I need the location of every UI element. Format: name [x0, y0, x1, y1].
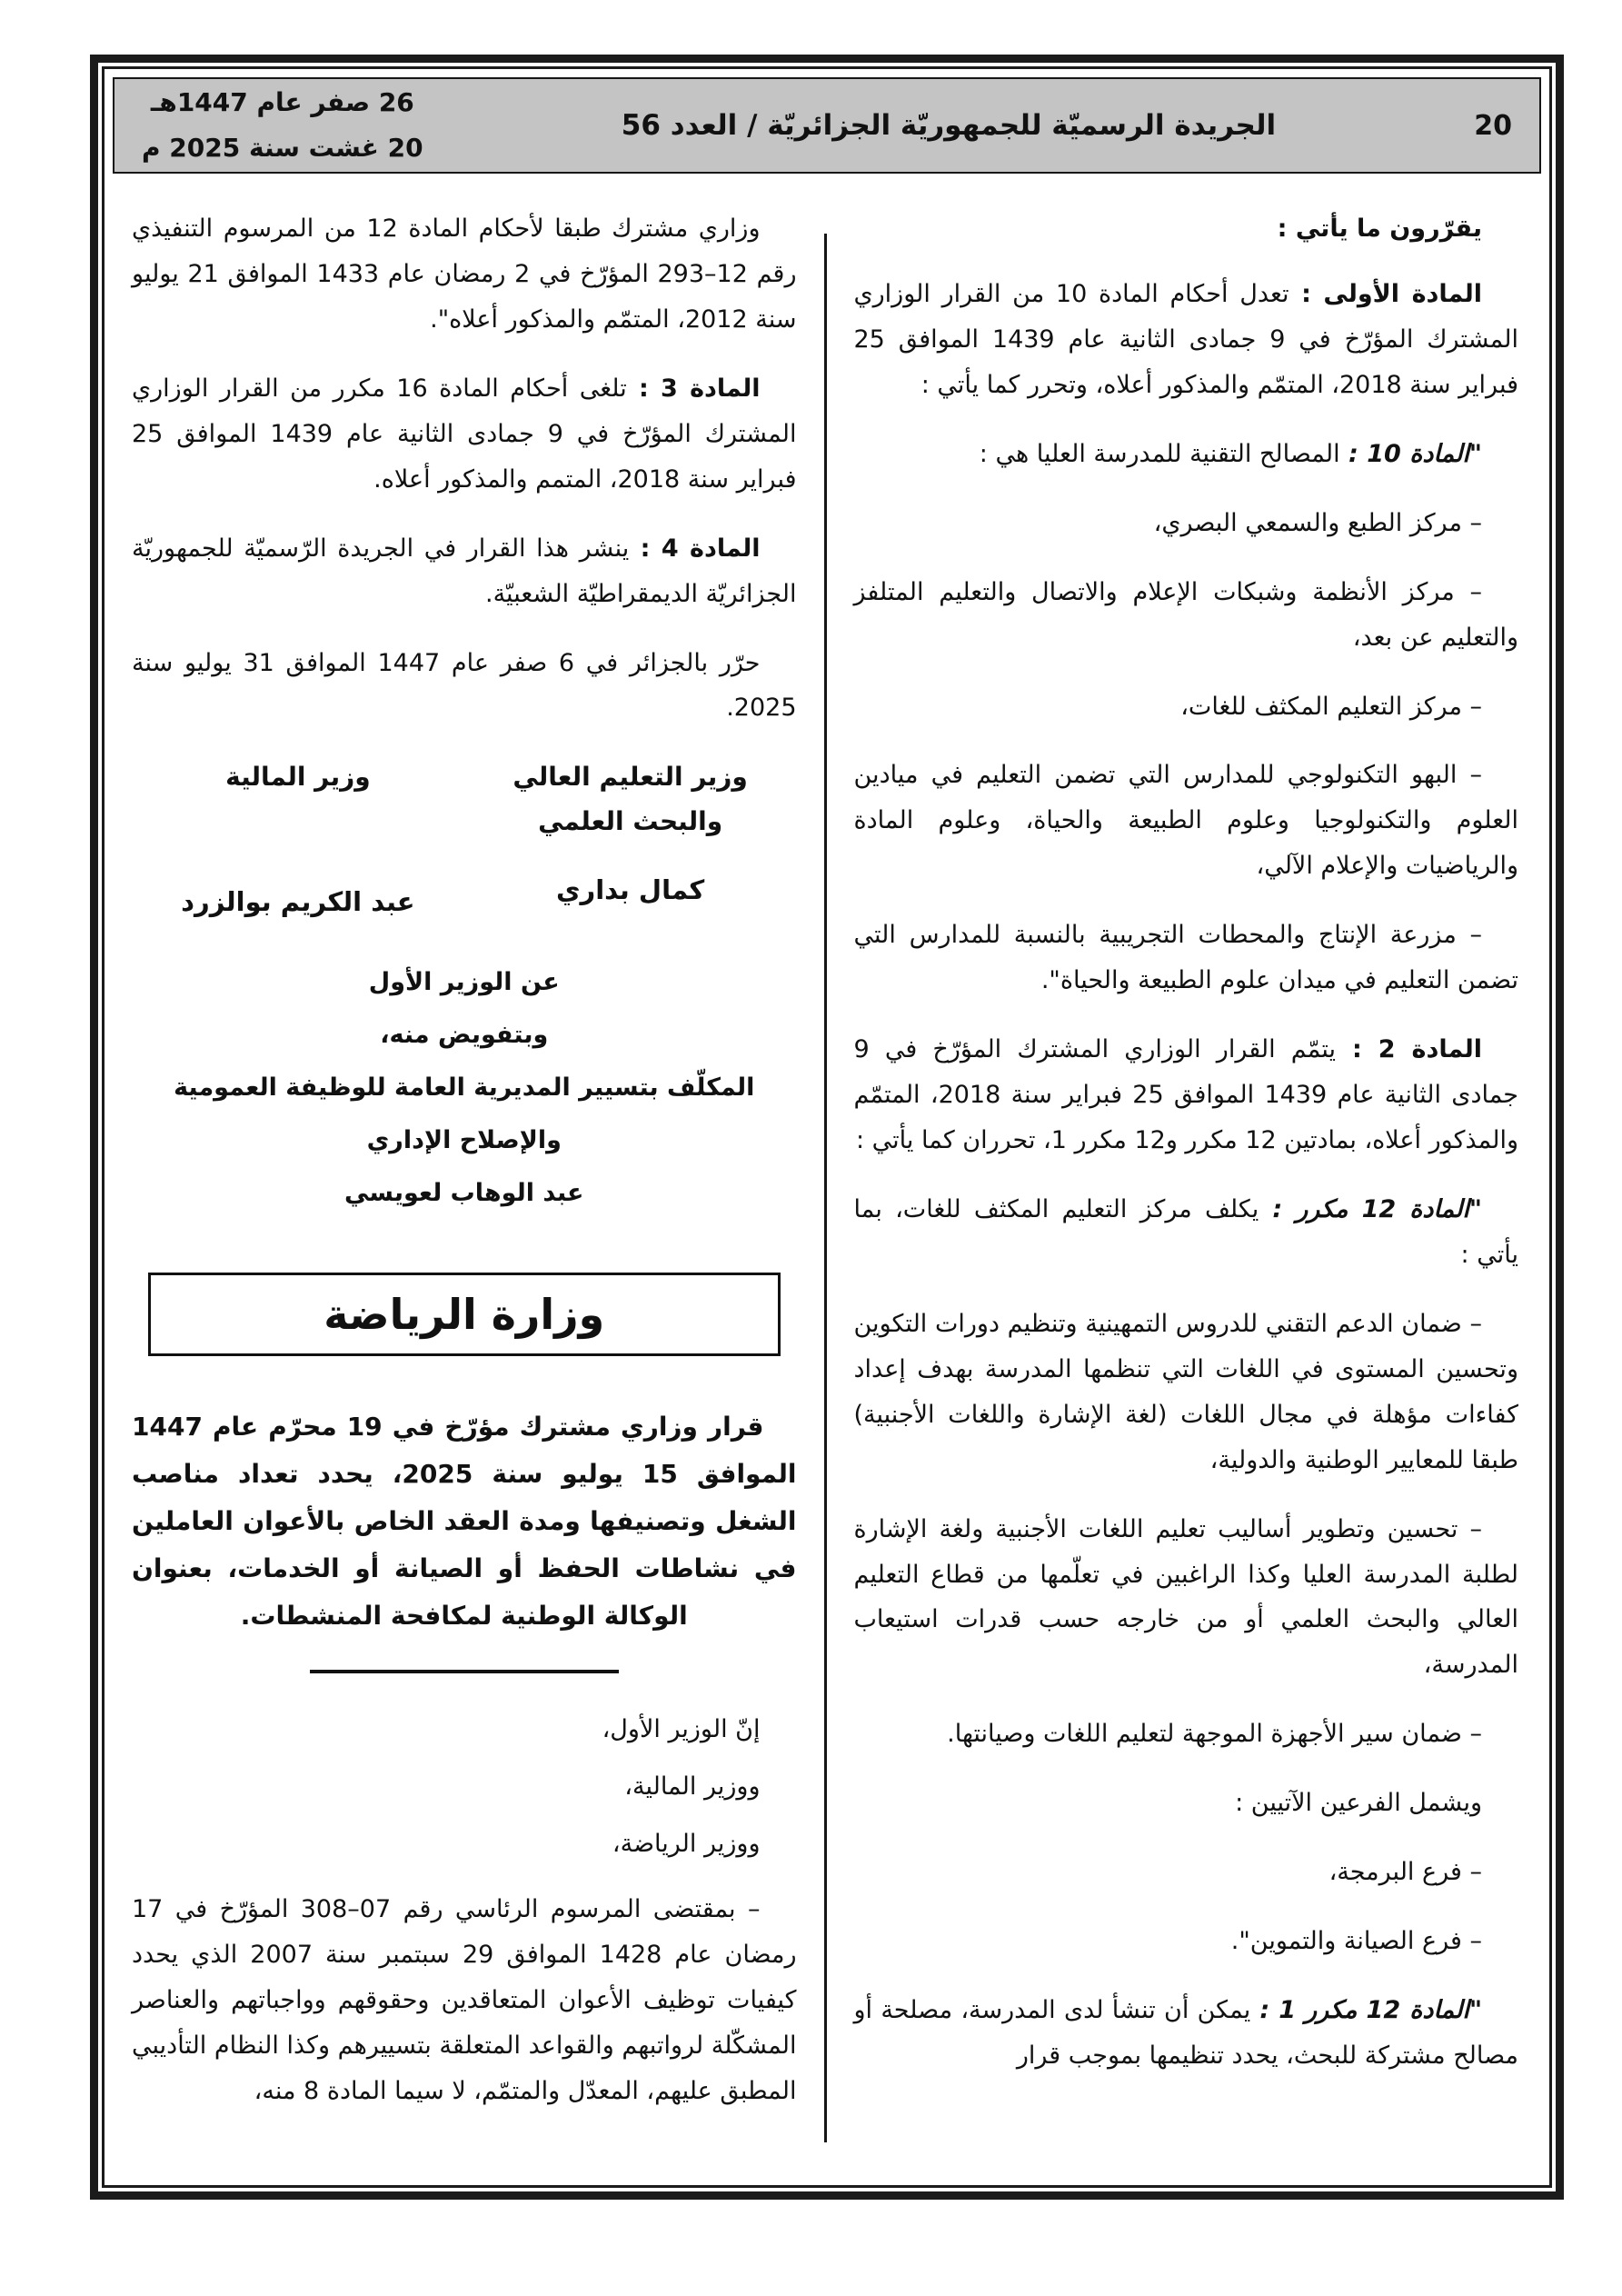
article-2-label: المادة 2 : [1336, 1035, 1482, 1064]
column-divider [824, 234, 827, 2142]
page-number: 20 [1474, 109, 1512, 142]
gazette-title: الجريدة الرسميّة للجمهوريّة الجزائريّة / العدد 56 [621, 109, 1277, 142]
list-item: – مركز التعليم المكثف للغات، [1180, 692, 1482, 721]
preamble-line: إنّ الوزير الأول، [602, 1715, 761, 1744]
list-item: – البهو التكنولوجي للمدارس التي تضمن التعليم في ميادين العلوم والتكنولوجيا وعلوم الطبيعة والحياة، وعلوم المادة والرياضيات والإعلام الآلي، [853, 761, 1518, 881]
preamble-line: ووزير المالية، [624, 1772, 761, 1802]
signature-finance [132, 754, 464, 925]
delegation-line: المكلّف بتسيير المديرية العامة للوظيفة العمومية [174, 1073, 755, 1103]
list-item: – مركز الأنظمة وشبكات الإعلام والاتصال والتعليم المتلفز والتعليم عن بعد، [853, 577, 1518, 652]
article-3-label: المادة 3 : [626, 374, 761, 403]
article-1 [854, 272, 1519, 408]
branches-intro: ويشمل الفرعين الآتيين : [1235, 1789, 1482, 1818]
delegation-line: عبد الوهاب لعويسي [344, 1179, 584, 1208]
article-4-text: ينشر هذا القرار في الجريدة الرّسميّة للجمهوريّة الجزائريّة الديمقراطيّة الشعبيّة. [132, 534, 797, 608]
signature-title-line: وزير التعليم العالي [512, 762, 748, 793]
header-band [113, 77, 1541, 174]
page-frame [90, 55, 1564, 2200]
page-content [114, 190, 1540, 2178]
list-item: – ضمان سير الأجهزة الموجهة لتعليم اللغات وصيانتها. [947, 1720, 1482, 1749]
ministry-section-box: وزارة الرياضة [148, 1273, 781, 1356]
article-12bis [854, 1187, 1519, 1278]
article-4 [132, 526, 797, 617]
signature-name: كمال بداري [555, 874, 705, 906]
column-left [114, 190, 824, 2178]
signature-title-line: والبحث العلمي [538, 806, 723, 837]
article-12bis-label: "المادة 12 مكرر : [1259, 1194, 1482, 1223]
decide-intro: يقرّرون ما يأتي : [1277, 215, 1482, 243]
section-separator [310, 1670, 619, 1673]
article-1-label: المادة الأولى : [1289, 279, 1482, 308]
article-2 [854, 1027, 1519, 1163]
column-right [827, 190, 1541, 2178]
delegation-line: والإصلاح الإداري [366, 1126, 562, 1155]
article-10 [854, 432, 1519, 477]
continuation-paragraph: وزاري مشترك طبقا لأحكام المادة 12 من المرسوم التنفيذي رقم 12–293 المؤرّخ في 2 رمضان عام 1433 الموافق 21 يوليو سنة 2012، المتمّم والمذكور أعلاه". [132, 215, 797, 334]
article-3-text: تلغى أحكام المادة 16 مكرر من القرار الوزاري المشترك المؤرّخ في 9 جمادى الثانية عام 1439 الموافق 25 فبراير سنة 2018، المتمم والمذكور أعلاه. [132, 374, 797, 494]
gregorian-date: 20 غشت سنة 2025 م [142, 133, 423, 163]
list-item: – تحسين وتطوير أساليب تعليم اللغات الأجنبية ولغة الإشارة لطلبة المدرسة العليا وكذا الراغبين في تعلّمها من قطاع التعليم العالي والبحث العلمي أو من خارجه حسب قدرات استيعاب المدرسة، [853, 1514, 1518, 1680]
delegation-line: وبتفويض منه، [380, 1021, 549, 1050]
article-4-label: المادة 4 : [629, 534, 761, 563]
article-12bis1 [854, 1988, 1519, 2079]
page-frame-inner [102, 66, 1552, 2188]
hijri-date: 26 صفر عام 1447هـ [150, 86, 414, 117]
header-dates [142, 80, 423, 172]
preamble-line: ووزير الرياضة، [612, 1830, 761, 1859]
article-3 [132, 366, 797, 503]
list-item: – مركز الطبع والسمعي البصري، [1153, 508, 1482, 537]
signature-title-line: وزير المالية [225, 762, 371, 793]
article-2-text: يتمّم القرار الوزاري المشترك المؤرّخ في 9 جمادى الثانية عام 1439 الموافق 25 فبراير سنة 2018، المتمّم والمذكور أعلاه، بمادتين 12 مكرر و12 مكرر 1، تحرران كما يأتي : [853, 1035, 1518, 1154]
signatures [132, 754, 797, 925]
list-item: – فرع البرمجة، [1328, 1858, 1482, 1887]
list-item: – فرع الصيانة والتموين". [1230, 1927, 1482, 1956]
done-at-line: حرّر بالجزائر في 6 صفر عام 1447 الموافق 31 يوليو سنة 2025. [132, 648, 797, 723]
list-item: – مزرعة الإنتاج والمحطات التجريبية بالنسبة للمدارس التي تضمن التعليم في ميدان علوم الطبيعة والحياة". [853, 921, 1518, 995]
list-item: – ضمان الدعم التقني للدروس التمهينية وتنظيم دورات التكوين وتحسين المستوى في اللغات التي تنظمها المدرسة بهدف إعداد كفاءات مؤهلة في مجال اللغات (لغة الإشارة واللغات الأجنبية) طبقا للمعايير الوطنية والدولية، [853, 1309, 1518, 1474]
article-12bis-text: يكلف مركز التعليم المكثف للغات، بما يأتي : [853, 1194, 1518, 1269]
delegation-line: عن الوزير الأول [368, 968, 560, 997]
delegation-block [132, 956, 797, 1220]
article-10-text: المصالح التقنية للمدرسة العليا هي : [979, 439, 1340, 468]
visa-paragraph: – بمقتضى المرسوم الرئاسي رقم 07–308 المؤرّخ في 17 رمضان عام 1428 الموافق 29 سبتمبر سنة 2007 الذي يحدد كيفيات توظيف الأعوان المتعاقدين وحقوقهم وواجباتهم والعناصر المشكّلة لرواتبهم والقواعد المتعلقة بتسييرهم وكذا النظام التأديبي المطبق عليهم، المعدّل والمتمّم، لا سيما المادة 8 منه، [132, 1895, 797, 2106]
decree-title: قرار وزاري مشترك مؤرّخ في 19 محرّم عام 1447 الموافق 15 يوليو سنة 2025، يحدد تعداد مناصب الشغل وتصنيفها ومدة العقد الخاص بالأعوان العاملين في نشاطات الحفظ أو الصيانة أو الخدمات، بعنوان الوكالة الوطنية لمكافحة المنشطات. [132, 1412, 797, 1631]
article-1-text: تعدل أحكام المادة 10 من القرار الوزاري المشترك المؤرّخ في 9 جمادى الثانية عام 1439 الموافق 25 فبراير سنة 2018، المتمّم والمذكور أعلاه، وتحرر كما يأتي : [853, 279, 1518, 399]
signature-name: عبد الكريم بوالزرد [181, 886, 415, 918]
article-12bis1-label: "المادة 12 مكرر 1 : [1250, 1996, 1483, 2025]
article-10-label: "المادة 10 : [1339, 439, 1482, 468]
signature-higher-education [464, 754, 797, 925]
article-12bis1-text: يمكن أن تنشأ لدى المدرسة، مصلحة أو مصالح مشتركة للبحث، يحدد تنظيمها بموجب قرار [853, 1996, 1518, 2070]
